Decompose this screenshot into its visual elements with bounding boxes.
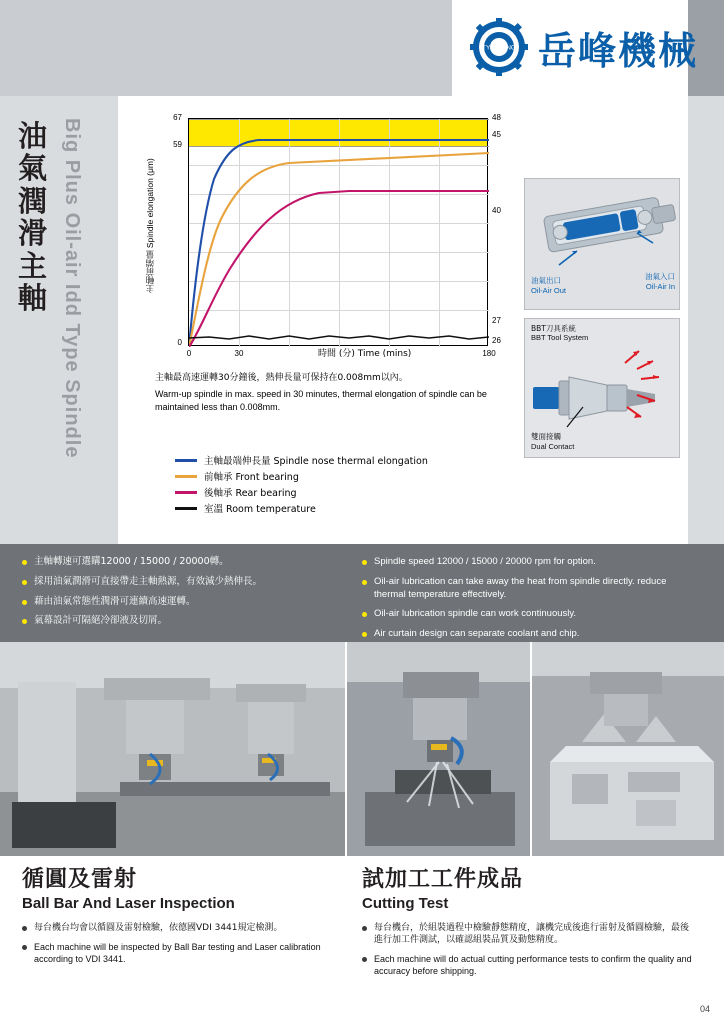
legend-swatch-black — [175, 507, 197, 510]
spec-text: 主軸轉速可選購12000 / 15000 / 20000轉。 — [34, 556, 229, 567]
list-item — [22, 576, 352, 589]
list-item — [362, 608, 692, 621]
spec-text: 藉由油氣常態性潤滑可連續高速運轉。 — [34, 595, 196, 607]
legend-swatch-blue — [175, 459, 197, 462]
spec-text: Oil-air lubrication can take away the heat from spindle directly. reduce thermal temperature effectively. — [374, 575, 667, 600]
photo-test-workpiece — [532, 642, 724, 856]
chart-annotation-en: Warm-up spindle in max. speed in 30 minutes, thermal elongation of spindle can be maintained less than 0.008mm. — [155, 389, 487, 413]
bullet-icon — [362, 926, 367, 931]
spec-text: 採用油氣潤滑可直接帶走主軸熱源，有效減少熱伸長。 — [34, 575, 263, 587]
gear-logo-icon — [470, 18, 528, 76]
list-item — [22, 596, 352, 609]
brand-name-cn: 岳峰機械 — [538, 28, 699, 73]
label-oil-air-out: 油氣出口 Oil-Air Out — [531, 276, 567, 295]
bullet-icon — [22, 926, 27, 931]
legend-label: 後軸承 Rear bearing — [204, 488, 297, 499]
bullet-icon — [362, 580, 367, 585]
section-heading-cn: 循圓及雷射 — [22, 867, 138, 892]
xtick-30: 30 — [234, 349, 244, 358]
bullet-icon — [22, 580, 27, 585]
bullet-icon — [22, 560, 27, 565]
legend-label: 主軸最端伸長量 Spindle nose thermal elongation — [204, 456, 428, 467]
label-dual-contact: 雙面接觸 Dual Contact — [531, 432, 575, 451]
legend-item — [175, 468, 495, 484]
section-title-en: Big Plus Oil-air Idd Type Spindle — [61, 118, 83, 459]
list-item — [362, 922, 692, 946]
section-list — [22, 922, 342, 965]
list-item — [22, 615, 352, 628]
legend-swatch-orange — [175, 475, 197, 478]
list-item — [362, 628, 692, 641]
bullet-icon — [362, 957, 367, 962]
section-heading-cn: 試加工工件成品 — [362, 867, 524, 892]
bullet-icon — [362, 560, 367, 565]
list-item — [362, 953, 692, 977]
photo-machine-interior — [0, 642, 345, 856]
specs-list-en — [362, 556, 692, 648]
xtick-180: 180 — [482, 349, 496, 358]
section-title-cn: 油氣潤滑主軸 — [18, 119, 49, 316]
section-cutting-test — [362, 862, 692, 985]
bullet-icon — [22, 600, 27, 605]
list-item — [362, 576, 692, 602]
spec-text: Air curtain design can separate coolant and chip. — [374, 628, 580, 640]
chart-annotation — [155, 372, 495, 414]
legend-swatch-magenta — [175, 491, 197, 494]
bullet-icon — [362, 612, 367, 617]
legend-label: 前軸承 Front bearing — [204, 472, 299, 483]
svg-text:TYE HONG: TYE HONG — [482, 44, 516, 52]
list-item — [362, 556, 692, 569]
section-text-cn: 每台機台，於組裝過程中檢驗靜態精度，讓機完成後進行雷射及循圓檢驗，最後進行加工件測試，以確認組裝品質及動態精度。 — [374, 923, 690, 946]
ytick-right-27: 27 — [492, 316, 501, 325]
bbt-title: BBT刀具系統 BBT Tool System — [531, 324, 589, 343]
legend-label: 室溫 Room temperature — [204, 504, 316, 515]
chart-ylabel: 主軸前端量 Spindle elongation (μm) — [145, 158, 155, 294]
thermal-elongation-chart — [145, 108, 518, 368]
ytick-59: 59 — [173, 140, 182, 149]
section-text-en: Each machine will do actual cutting performance tests to confirm the quality and accuracy before shipping. — [374, 954, 692, 977]
ytick-right-48: 48 — [492, 113, 501, 122]
bullet-icon — [22, 619, 27, 624]
list-item — [22, 556, 352, 569]
legend-item — [175, 500, 495, 516]
chart-annotation-cn: 主軸最高速運轉30分鐘後，熱伸長量可保持在0.008mm以內。 — [155, 373, 408, 383]
spec-text: Spindle speed 12000 / 15000 / 20000 rpm for option. — [374, 556, 596, 567]
label-oil-air-in: 油氣入口 Oil-Air In — [645, 272, 675, 291]
section-list — [362, 922, 692, 978]
chart-xlabel: 時間 (分) Time (mins) — [318, 349, 412, 359]
company-logo — [470, 18, 698, 76]
photo-cutting-coolant — [347, 642, 530, 856]
section-heading-en: Ball Bar And Laser Inspection — [22, 895, 235, 912]
specs-list-cn — [22, 556, 352, 635]
chart-plot-area — [188, 118, 488, 346]
xtick-0: 0 — [186, 349, 192, 358]
ytick-67: 67 — [173, 113, 182, 122]
chart-legend — [175, 452, 495, 516]
bbt-tool-system-illustration — [524, 318, 680, 458]
legend-item — [175, 484, 495, 500]
bullet-icon — [362, 632, 367, 637]
section-ball-bar-laser — [22, 862, 342, 972]
legend-item — [175, 452, 495, 468]
spec-text: Oil-air lubrication spindle can work continuously. — [374, 608, 577, 620]
spec-text: 氣幕設計可隔絕冷卻液及切屑。 — [34, 615, 168, 627]
page-number: 04 — [699, 1004, 710, 1014]
ytick-0: 0 — [177, 338, 182, 347]
section-text-en: Each machine will be inspected by Ball Bar testing and Laser calibration according to VDI 3441. — [34, 942, 321, 965]
oil-air-spindle-cutaway — [524, 178, 680, 310]
ytick-right-40: 40 — [492, 206, 501, 215]
list-item — [22, 922, 342, 934]
section-heading-en: Cutting Test — [362, 895, 449, 912]
bullet-icon — [22, 945, 27, 950]
ytick-right-26: 26 — [492, 336, 501, 345]
list-item — [22, 941, 342, 965]
ytick-right-45: 45 — [492, 130, 501, 139]
photo-strip — [0, 642, 724, 856]
section-text-cn: 每台機台均會以循圓及雷射檢驗，依德國VDI 3441規定檢測。 — [34, 923, 283, 933]
